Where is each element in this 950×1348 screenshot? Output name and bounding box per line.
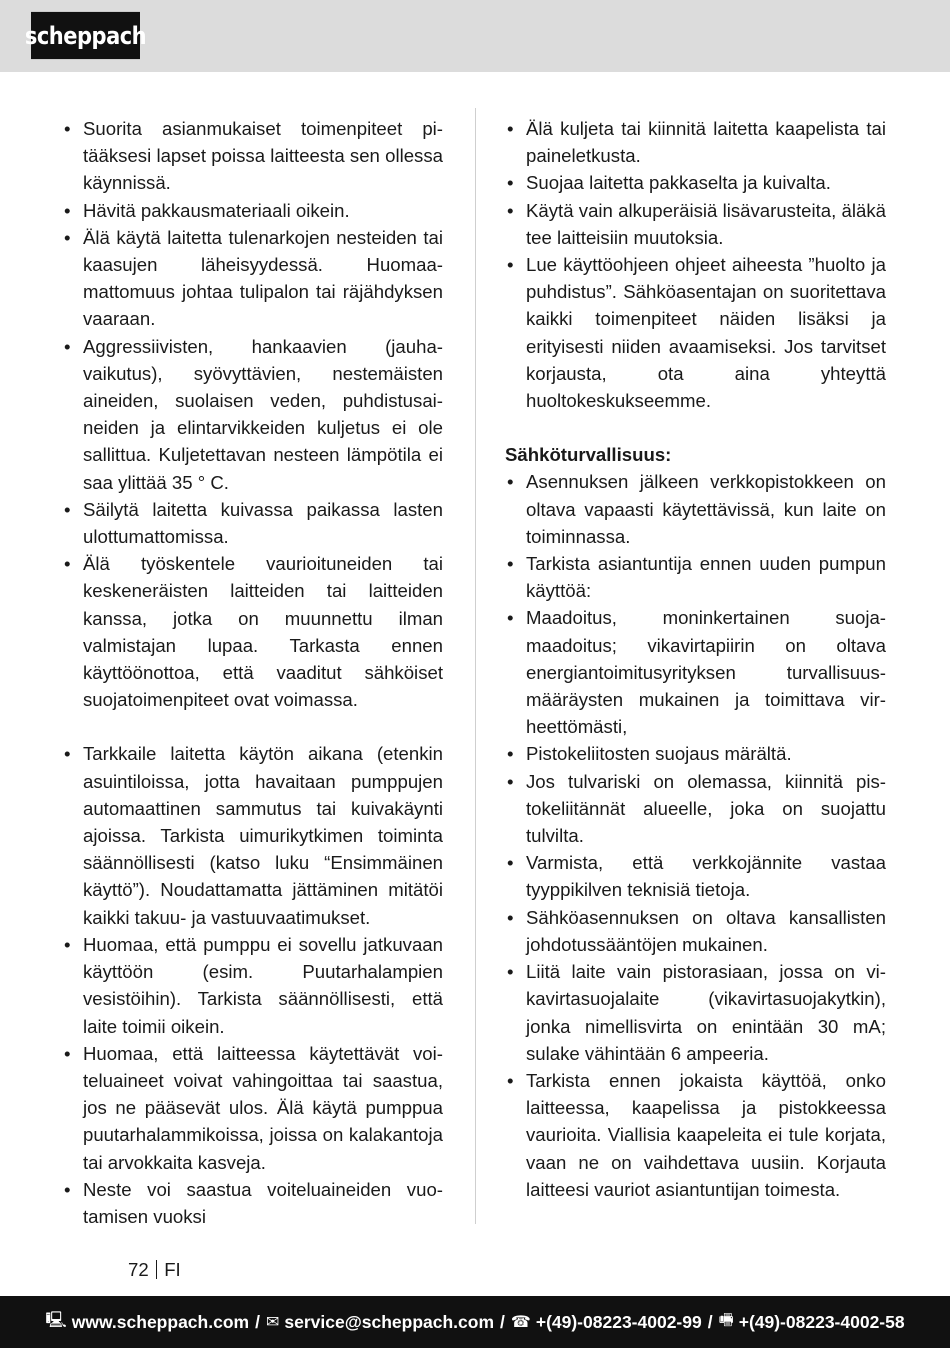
list-item: • Lue käyttöohjeen ohjeet aiheesta ”huolto ja puhdistus”. Sähköasentajan on suoritettava kaikki toimenpiteet näiden lisäksi ja erityisesti niiden avaamiseksi. Jos tarvitset korjausta, ota aina yhteyttä huoltokeskukseemme. xyxy=(505,251,886,414)
safety-list-3 xyxy=(505,115,886,414)
computer-icon: 🖳 xyxy=(45,1311,67,1329)
list-item: • Pistokeliitosten suojaus märältä. xyxy=(505,740,886,767)
paragraph-gap xyxy=(505,414,886,441)
list-item: • Huomaa, että laitteessa käytettävät voiteluaineet voivat vahingoittaa tai saastua, jos ne pääsevät ulos. Älä käytä pumppua puutarhalammikoissa, joissa on kalakantoja tai arvokkaita kasveja. xyxy=(62,1040,443,1176)
list-item: • Älä kuljeta tai kiinnitä laitetta kaapelista tai paineletkusta. xyxy=(505,115,886,169)
safety-list-1 xyxy=(62,115,443,713)
paragraph-gap xyxy=(62,713,443,740)
header-band xyxy=(0,0,950,72)
left-column xyxy=(62,115,443,1230)
list-item: • Aggressiivisten, hankaavien (jauhavaikutus), syövyttävien, nestemäisten aineiden, suolaisen veden, puhdistusaineiden ja elintarvikkeiden kuljetus ei ole sallittua. Kuljetettavan nesteen lämpötila ei saa ylittää 35 ° C. xyxy=(62,333,443,496)
list-item: • Tarkista asiantuntija ennen uuden pumpun käyttöä: xyxy=(505,550,886,604)
column-divider xyxy=(475,108,476,1224)
list-item: • Tarkkaile laitetta käytön aikana (etenkin asuintiloissa, jotta havaitaan pumppujen automaattinen sammutus tai kuivakäynti ajoissa. Tarkista uimurikytkimen toiminta säännöllisesti (katso luku “Ensimmäinen käyttö”). Noudattamatta jättäminen mitätöi kaikki takuu- ja vastuuvaatimukset. xyxy=(62,740,443,930)
list-item: • Älä käytä laitetta tulenarkojen nesteiden tai kaasujen läheisyydessä. Huomaamattomuus johtaa tulipalon tai räjähdyksen vaaraan. xyxy=(62,224,443,333)
footer-phone: +(49)-08223-4002-99 xyxy=(535,1311,702,1332)
list-item: • Tarkista ennen jokaista käyttöä, onko laitteessa, kaapelissa ja pistokkeessa vaurioita. Viallisia kaapeleita ei tule korjata, vaan ne on vaihdettava uusiin. Korjauta laitteesi vauriot asiantuntijan toimesta. xyxy=(505,1067,886,1203)
list-item: • Asennuksen jälkeen verkkopistokkeen on oltava vapaasti käytettävissä, kun laite on toiminnassa. xyxy=(505,468,886,550)
list-item: • Käytä vain alkuperäisiä lisävarusteita, äläkä tee laitteisiin muutoksia. xyxy=(505,197,886,251)
list-item: • Maadoitus, moninkertainen suojamaadoitus; vikavirtapiirin on oltava energiantoimitusyrityksen turvallisuusmääräysten mukainen ja toimittava virheettömästi, xyxy=(505,604,886,740)
page-number-separator xyxy=(156,1260,158,1279)
list-item: • Suojaa laitetta pakkaselta ja kuivalta. xyxy=(505,169,886,196)
mail-icon: ✉ xyxy=(265,1314,280,1331)
list-item: • Huomaa, että pumppu ei sovellu jatkuvaan käyttöön (esim. Puutarhalampien vesistöihin). Tarkista säännöllisesti, että laite toimii oikein. xyxy=(62,931,443,1040)
list-item: • Hävitä pakkausmateriaali oikein. xyxy=(62,197,443,224)
footer-contact-bar xyxy=(0,1296,950,1348)
page-number xyxy=(128,1256,181,1283)
list-item: • Älä työskentele vaurioituneiden tai keskeneräisten laitteiden tai laitteiden kanssa, jotka on muunnettu ilman valmistajan lupaa. Tarkasta ennen käyttöönottoa, että vaaditut sähköiset suojatoimenpiteet ovat voimassa. xyxy=(62,550,443,713)
list-item: • Liitä laite vain pistorasiaan, jossa on vikavirtasuojalaite (vikavirtasuojakytkin), jonka nimellisvirta on enintään 30 mA; sulake vähintään 6 ampeeria. xyxy=(505,958,886,1067)
page-number-value: 72 xyxy=(128,1259,149,1280)
footer-website[interactable]: www.scheppach.com xyxy=(71,1311,250,1332)
list-item: • Varmista, että verkkojännite vastaa tyyppikilven teknisiä tietoja. xyxy=(505,849,886,903)
list-item: • Säilytä laitetta kuivassa paikassa lasten ulottumattomissa. xyxy=(62,496,443,550)
safety-list-2 xyxy=(62,740,443,1230)
electrical-safety-list xyxy=(505,468,886,1202)
list-item: • Sähköasennuksen on oltava kansallisten johdotussääntöjen mukainen. xyxy=(505,904,886,958)
footer-email[interactable]: service@scheppach.com xyxy=(284,1311,495,1332)
phone-icon: ☎ xyxy=(510,1314,531,1331)
footer-separator: / xyxy=(500,1311,505,1332)
footer-fax: +(49)-08223-4002-58 xyxy=(738,1311,905,1332)
list-item: • Suorita asianmukaiset toimenpiteet pitääksesi lapset poissa laitteesta sen ollessa käynnissä. xyxy=(62,115,443,197)
footer-separator: / xyxy=(255,1311,260,1332)
scheppach-logo: scheppach xyxy=(31,12,140,59)
fax-icon: 🖷 xyxy=(718,1311,734,1329)
footer-separator: / xyxy=(707,1311,713,1332)
page-language: FI xyxy=(164,1259,181,1280)
list-item: • Neste voi saastua voiteluaineiden vuotamisen vuoksi xyxy=(62,1176,443,1230)
list-item: • Jos tulvariski on olemassa, kiinnitä pistokeliitännät alueelle, joka on suojattu tulvilta. xyxy=(505,768,886,850)
section-title-electrical-safety: Sähköturvallisuus: xyxy=(505,444,672,466)
right-column xyxy=(505,115,886,1203)
